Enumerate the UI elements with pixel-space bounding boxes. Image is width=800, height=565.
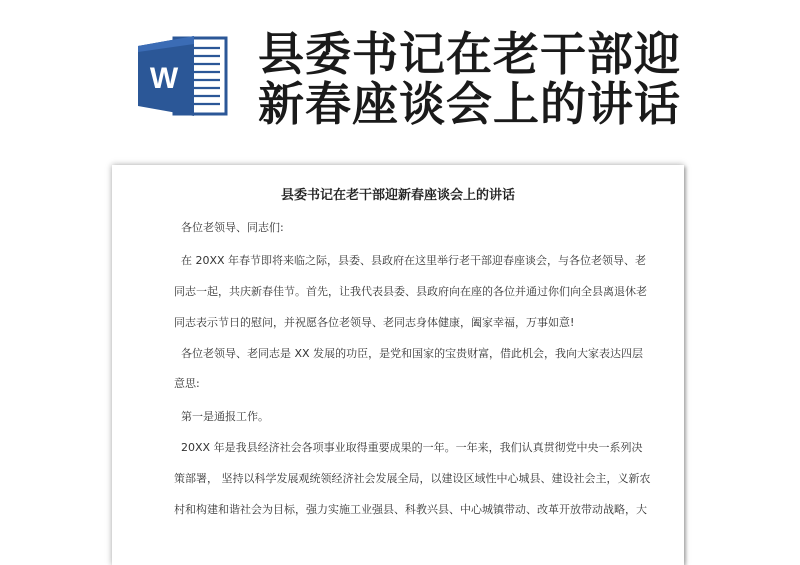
paragraph-line: 20XX 年是我县经济社会各项事业取得重要成果的一年。一年来，我们认真贯彻党中央一系列决 <box>181 441 643 454</box>
paragraph-line: 意思: <box>174 377 200 390</box>
banner-title-line-2: 新春座谈会上的讲话 <box>258 77 681 131</box>
paragraph-line: 同志表示节日的慰问，并祝愿各位老领导、老同志身体健康，阖家幸福，万事如意! <box>174 316 575 329</box>
banner-title-line-1: 县委书记在老干部迎 <box>258 27 681 81</box>
paragraph-line: 在 20XX 年春节即将来临之际，县委、县政府在这里举行老干部迎春座谈会，与各位老领导、老 <box>181 254 647 267</box>
word-icon <box>138 34 230 118</box>
paragraph-line: 策部署， 坚持以科学发展观统领经济社会发展全局，以建设区域性中心城县、建设社会主，义新农 <box>174 472 651 485</box>
document-title: 县委书记在老干部迎新春座谈会上的讲话 <box>280 188 515 203</box>
paragraph-line: 各位老领导、同志们: <box>181 221 284 234</box>
document-page <box>112 165 684 565</box>
paragraph-line: 第一是通报工作。 <box>181 410 269 423</box>
svg-text:W: W <box>149 62 179 95</box>
banner-title <box>258 29 788 129</box>
paragraph-line: 各位老领导、老同志是 XX 发展的功臣，是党和国家的宝贵财富，借此机会，我向大家表达四层 <box>181 347 644 360</box>
banner <box>0 0 800 140</box>
paragraph-line: 同志一起，共庆新春佳节。首先，让我代表县委、县政府向在座的各位并通过你们向全县离退休老 <box>174 285 647 298</box>
paragraph-line: 村和构建和谐社会为目标，强力实施工业强县、科教兴县、中心城镇带动、改革开放带动战略，大 <box>174 503 647 516</box>
